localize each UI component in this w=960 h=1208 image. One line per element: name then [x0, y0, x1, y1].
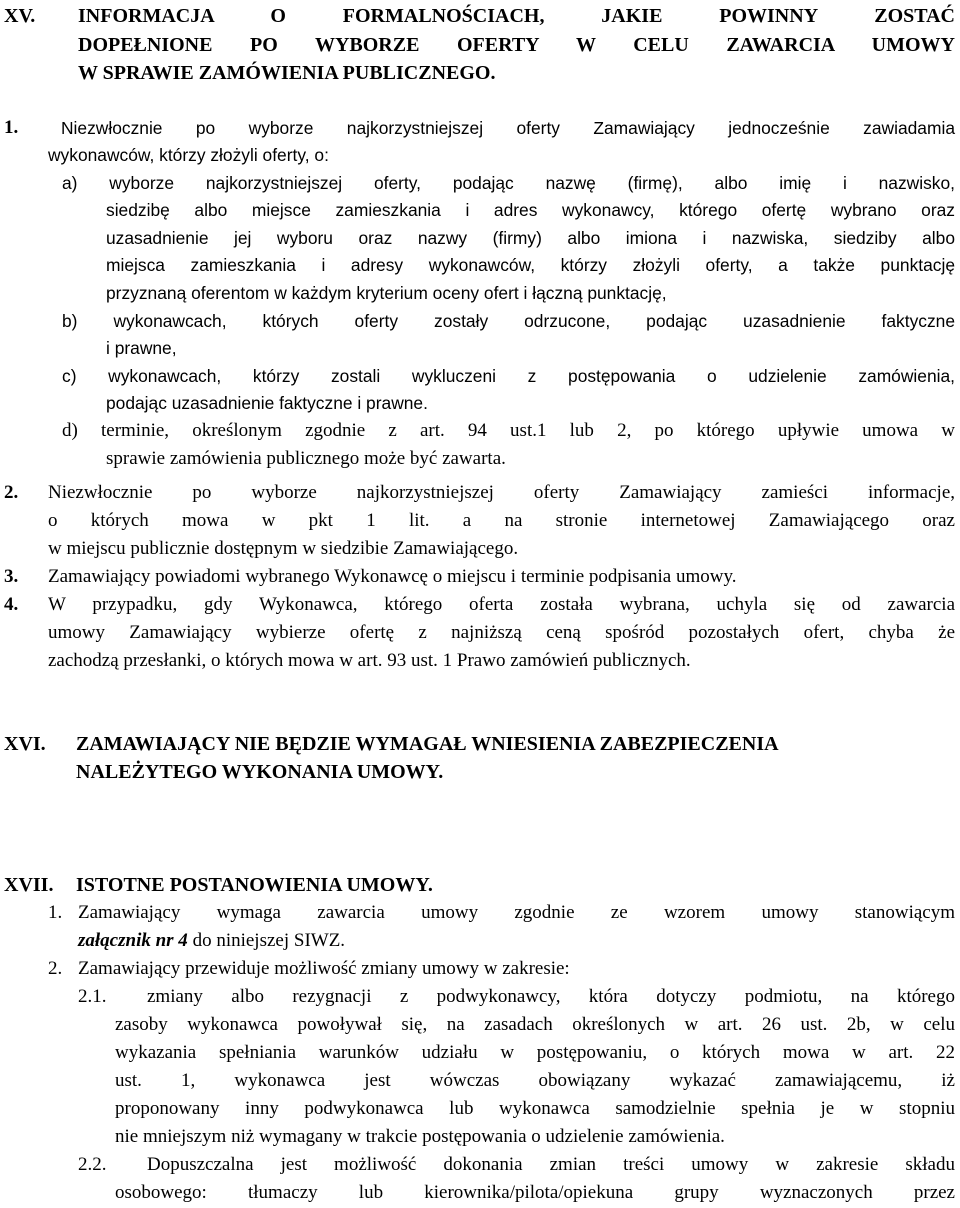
subparagraph-text: nie mniejszym niż wymagany w trakcie postępowania o udzielenie zamówienia. [115, 1126, 725, 1147]
section-number: XVII. [4, 874, 54, 896]
subparagraph-number: 2.2. [78, 1154, 107, 1175]
list-item-a: miejsca zamieszkania i adresy wykonawców, którzy złożyli oferty, a także punktację [106, 255, 955, 275]
list-item-c: podając uzasadnienie faktyczne i prawne. [106, 393, 428, 413]
subparagraph-text: zasoby wykonawca powoływał się, na zasadach określonych w art. 26 ust. 2b, w celu [115, 1014, 955, 1035]
subparagraph-text: osobowego: tłumaczy lub kierownika/pilota/opiekuna grupy wyznaczonych przez [115, 1182, 955, 1203]
paragraph-text: W przypadku, gdy Wykonawca, którego oferta została wybrana, uchyla się od zawarcia [48, 594, 955, 615]
subparagraph-text: proponowany inny podwykonawca lub wykonawca samodzielnie spełnia je w stopniu [115, 1098, 955, 1119]
section-title: DOPEŁNIONE PO WYBORZE OFERTY W CELU ZAWARCIA UMOWY [78, 34, 955, 56]
paragraph-text: zachodzą przesłanki, o których mowa w art. 93 ust. 1 Prawo zamówień publicznych. [48, 650, 691, 671]
subparagraph-text: zmiany albo rezygnacji z podwykonawcy, która dotyczy podmiotu, na którego [147, 986, 955, 1007]
list-item-d: d) terminie, określonym zgodnie z art. 94 ust.1 lub 2, po którego upływie umowa w [62, 420, 955, 441]
paragraph-number: 4. [4, 594, 19, 615]
paragraph-number: 2. [4, 482, 19, 503]
section-title: NALEŻYTEGO WYKONANIA UMOWY. [76, 761, 444, 783]
paragraph-text: o których mowa w pkt 1 lit. a na stronie internetowej Zamawiającego oraz [48, 510, 955, 531]
paragraph-text-rest: do niniejszej SIWZ. [187, 930, 346, 951]
paragraph-text: wykonawców, którzy złożyli oferty, o: [48, 145, 329, 165]
subparagraph-text: Dopuszczalna jest możliwość dokonania zmian treści umowy w zakresie składu [147, 1154, 955, 1175]
list-item-c: c) wykonawcach, którzy zostali wykluczeni z postępowania o udzielenie zamówienia, [62, 366, 955, 386]
list-item-d: sprawie zamówienia publicznego może być zawarta. [106, 448, 506, 469]
paragraph-text: Zamawiający przewiduje możliwość zmiany umowy w zakresie: [78, 958, 570, 979]
list-item-a: uzasadnienie jej wyboru oraz nazwy (firmy) albo imiona i nazwiska, siedziby albo [106, 228, 955, 248]
paragraph-text: Zamawiający powiadomi wybranego Wykonawcę o miejscu i terminie podpisania umowy. [48, 566, 737, 587]
paragraph-number: 2. [48, 958, 63, 979]
subparagraph-text: ust. 1, wykonawca jest wówczas obowiązany wykazać zamawiającemu, iż [115, 1070, 955, 1091]
section-title: INFORMACJA O FORMALNOŚCIACH, JAKIE POWINNY ZOSTAĆ [78, 5, 955, 27]
paragraph-text: Zamawiający wymaga zawarcia umowy zgodnie ze wzorem umowy stanowiącym [78, 902, 955, 923]
section-number: XVI. [4, 733, 46, 755]
paragraph-text: umowy Zamawiający wybierze ofertę z najniższą ceną spośród pozostałych ofert, chyba że [48, 622, 955, 643]
section-title: W SPRAWIE ZAMÓWIENIA PUBLICZNEGO. [78, 62, 496, 84]
paragraph-text [78, 929, 345, 953]
paragraph-number: 1. [48, 902, 63, 923]
list-item-b: i prawne, [106, 338, 177, 358]
paragraph-number: 3. [4, 566, 19, 587]
subparagraph-number: 2.1. [78, 986, 107, 1007]
paragraph-text: Niezwłocznie po wyborze najkorzystniejszej oferty Zamawiający zamieści informacje, [48, 482, 955, 503]
section-title: ISTOTNE POSTANOWIENIA UMOWY. [76, 874, 433, 896]
list-item-a: siedzibę albo miejsce zamieszkania i adres wykonawcy, którego ofertę wybrano oraz [106, 200, 955, 220]
paragraph-text: w miejscu publicznie dostępnym w siedzibie Zamawiającego. [48, 538, 519, 559]
list-item-b: b) wykonawcach, których oferty zostały odrzucone, podając uzasadnienie faktyczne [62, 311, 955, 331]
paragraph-text: Niezwłocznie po wyborze najkorzystniejszej oferty Zamawiający jednocześnie zawiadamia [61, 118, 955, 138]
list-item-a: a) wyborze najkorzystniejszej oferty, podając nazwę (firmę), albo imię i nazwisko, [62, 173, 955, 193]
subparagraph-text: wykazania spełniania warunków udziału w postępowaniu, o których mowa w art. 22 [115, 1042, 955, 1063]
section-number: XV. [4, 5, 36, 27]
section-title: ZAMAWIAJĄCY NIE BĘDZIE WYMAGAŁ WNIESIENIA ZABEZPIECZENIA [76, 733, 779, 755]
attachment-reference: załącznik nr 4 [78, 930, 188, 951]
list-item-a: przyznaną oferentom w każdym kryterium oceny ofert i łączną punktację, [106, 283, 667, 303]
paragraph-number: 1. [4, 117, 19, 138]
